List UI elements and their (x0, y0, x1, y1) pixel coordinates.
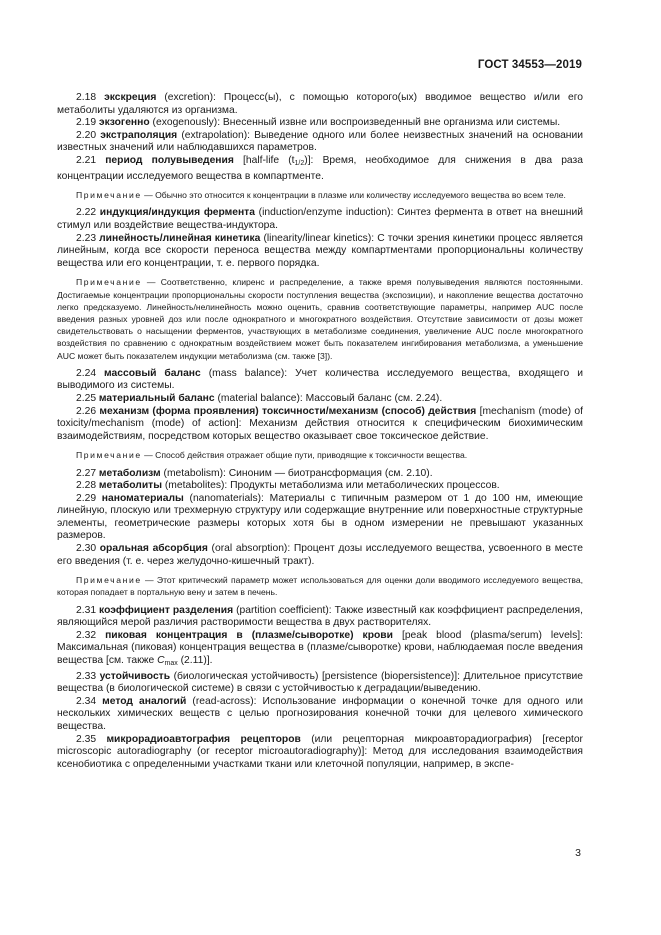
term: период полувыведения (105, 154, 234, 166)
definition-2-27: 2.27 метаболизм (metabolism): Синоним — биотрансформация (см. 2.10). (76, 467, 433, 479)
term: механизм (форма проявления) токсичности/механизм (способ) действия (99, 405, 477, 417)
definition-2-30: 2.30 оральная абсорбция (oral absorption): Процент дозы исследуемого вещества, усвоенного в месте его введения (т. е. через желудочно-кишечный тракт). (57, 543, 583, 567)
definition-2-20: 2.20 экстраполяция (extrapolation): Выведение одного или более неизвестных значений на основании известных значений или наблюдавшихся параметров. (57, 129, 583, 154)
subscript: max (164, 660, 178, 668)
definition-2-24: 2.24 массовый баланс (mass balance): Учет количества исследуемого вещества, входящего и выводимого из системы. (57, 367, 583, 392)
term: экскреция (104, 92, 157, 103)
term: индукция/индукция фермента (99, 207, 255, 219)
definition-2-22: 2.22 индукция/индукция фермента (induction/enzyme induction): Синтез фермента в ответ на внешний стимул или воздействие вещества-индуктора. (57, 207, 584, 231)
definition-2-32: 2.32 пиковая концентрация в (плазме/сыворотке) крови [peak blood (plasma/serum) levels]: Максимальная (пиковая) концентрация вещества в (плазме/сыворотке) крови, наблюдаемая после введения вещества [см. также $C_{max}$ (2.11)]. (57, 629, 583, 668)
definition-2-33: 2.33 устойчивость (биологическая устойчивость) [persistence (biopersistence)]: Длительное присутствие вещества (в биологической системе) в связи с устойчивостью к деградации/выведению. (57, 670, 583, 695)
note: Примечание — Обычно это относится к концентрации в плазме или количеству исследуемого вещества во всем теле. (76, 190, 566, 201)
term: оральная абсорбция (99, 543, 208, 555)
definition-2-35: 2.35 микрорадиоавтография рецепторов (или рецепторная микроавторадиография) [receptor microscopic autoradiography (or receptor microautoradiography)]: Метод для исследования взаимодействия ксенобиотика с определенными участками ткани или клеточной популяции, например, в экспе- (57, 733, 583, 770)
page-number: 3 (575, 847, 581, 859)
term: микрорадиоавтография рецепторов (106, 733, 301, 745)
note-label: Примечание (76, 450, 142, 461)
note: Примечание — Соответственно, клиренс и распределение, а также время полувыведения являются постоянными. Достигаемые концентрации пропорциональны скорости поступления вещества (экспозиции), и накопление вещества достаточно легко предсказуемо. Линейность/нелинейность можно оценить, сравнив соответствующие параметры, например AUC после введения разных уровней доз или после однократного и многократного воздействия. Отсутствие зависимости от дозы может свидетельствовать о насыщении ферментов, участвующих в метаболизме соединения, увеличение AUC после многократного воздействия по сравнению с однократным воздействием может быть показателем ингибирования метаболизма, а уменьшение AUC может быть показателем индукции метаболизма (см. также [3]). (57, 277, 583, 361)
note: Примечание — Этот критический параметр может использоваться для оценки доли вводимого исследуемого вещества, которая попадает в портальную вену и затем в печень. (57, 575, 583, 598)
definition-2-29: 2.29 наноматериалы (nanomaterials): Материалы с типичным размером от 1 до 100 нм, имеющие линейную, плоскую или трехмерную структуру или содержащие внутренние или поверхностные структурные элементы, геометрические размеры которых хотя бы в одном измерении не превышают указанных размеров. (57, 492, 583, 542)
term: коэффициент разделения (99, 604, 234, 616)
term: пиковая концентрация в (плазме/сыворотке) крови (105, 629, 393, 641)
definition-2-23: 2.23 линейность/линейная кинетика (linearity/linear kinetics): С точки зрения кинетики процесс является линейным, когда все скорости переноса вещества между компартментами пропорциональны количеству вещества или его концентрации, т. е. первого порядка. (57, 232, 583, 269)
term: экзогенно (98, 117, 150, 129)
definition-2-25: 2.25 материальный баланс (material balance): Массовый баланс (см. 2.24). (76, 392, 443, 404)
definition-2-21: 2.21 период полувыведения [half-life $(t_{1/2})$]: Время, необходимое для снижения в два раза концентрации исследуемого вещества в компартменте. (57, 154, 583, 182)
term: наноматериалы (101, 492, 184, 504)
note-label: Примечание (76, 575, 142, 586)
document-body (57, 92, 583, 771)
standard-designation: ГОСТ 34553—2019 (477, 59, 582, 71)
subscript: 1/2 (294, 159, 305, 167)
definition-2-18: 2.18 экскреция (excretion): Процесс(ы), с помощью которого(ых) вводимое вещество и/или его метаболиты удаляются из организма. (57, 92, 583, 116)
definition-2-34: 2.34 метод аналогий (read-across): Использование информации о конечной точке для одного или нескольких химических веществ с целью прогнозирования конечной точки для целевого химического вещества. (57, 695, 583, 733)
term: метаболизм (98, 467, 161, 479)
term: экстраполяция (100, 129, 178, 141)
math-symbol: C (157, 655, 165, 667)
term: материальный баланс (98, 392, 215, 404)
definition-2-19: 2.19 экзогенно (exogenously): Внесенный извне или воспроизведенный вне организма или системы. (76, 117, 561, 129)
definition-2-28: 2.28 метаболиты (metabolites): Продукты метаболизма или метаболических процессов. (76, 480, 500, 492)
term: линейность/линейная кинетика (99, 232, 261, 244)
term: метаболиты (98, 480, 163, 492)
term: метод аналогий (102, 695, 187, 707)
term: массовый баланс (104, 367, 201, 379)
note-label: Примечание (76, 190, 142, 201)
term: устойчивость (99, 670, 171, 682)
note-label: Примечание (76, 277, 142, 288)
definition-2-31: 2.31 коэффициент разделения (partition coefficient): Также известный как коэффициент распределения, являющийся мерой различия растворимости вещества в двух растворителях. (57, 604, 583, 629)
note: Примечание — Способ действия отражает общие пути, приводящие к токсичности вещества. (76, 450, 468, 461)
definition-2-26: 2.26 механизм (форма проявления) токсичности/механизм (способ) действия [mechanism (mode) of toxicity/mechanism (mode) of action]: Механизм действия относится к специфическим биохимическим взаимодействиям, посредством которых вещество оказывает свое токсическое действие. (57, 405, 583, 442)
